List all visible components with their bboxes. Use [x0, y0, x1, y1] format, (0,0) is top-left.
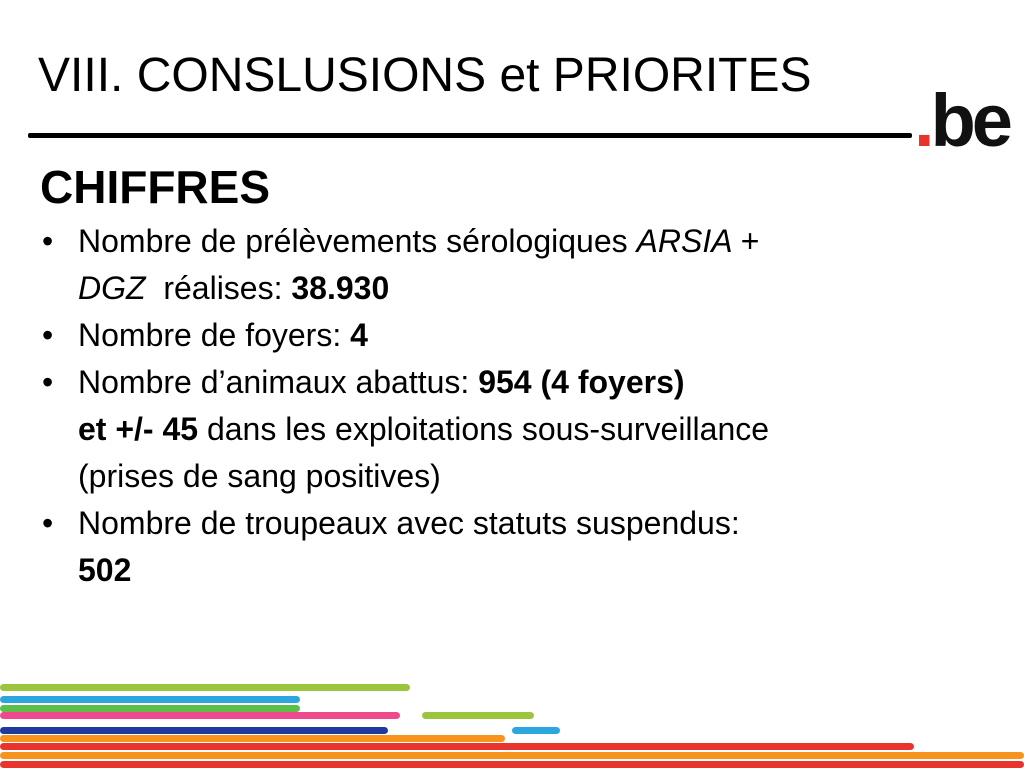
bullet-marker: • [42, 223, 54, 259]
bullet-text: (prises de sang positives) [78, 458, 441, 494]
section-heading: CHIFFRES [40, 161, 270, 213]
bullet-line [78, 359, 960, 406]
stripe-light-green [0, 705, 300, 712]
bullet-item [40, 359, 960, 500]
bullet-text: dans les exploitations sous-surveillance [198, 411, 770, 447]
bullet-text: Nombre de foyers: [78, 317, 351, 353]
stripe-green-short [422, 712, 534, 719]
bullet-italic-text: DGZ [78, 270, 146, 306]
bullet-line [78, 500, 960, 547]
bullet-text: Nombre de prélèvements sérologiques [78, 223, 637, 259]
bullet-line [78, 406, 960, 453]
logo-text: be [930, 79, 1009, 162]
stripe-light-blue-short [512, 727, 560, 734]
stripe-red [0, 743, 914, 750]
bullet-marker: • [42, 364, 54, 400]
stripe-pink [0, 712, 400, 719]
stripe-blue [0, 727, 388, 734]
bullet-marker: • [42, 505, 54, 541]
bullet-marker: • [42, 317, 54, 353]
bullet-value: 502 [78, 552, 132, 588]
slide-title: VIII. CONSLUSIONS et PRIORITES [38, 49, 812, 102]
stripe-orange-bottom [0, 752, 1024, 759]
be-logo [914, 79, 1009, 162]
bullet-list [40, 218, 960, 594]
stripe-orange [0, 735, 505, 742]
bullet-item [40, 312, 960, 359]
bullet-item [40, 218, 960, 312]
bullet-text: Nombre d’animaux abattus: [78, 364, 479, 400]
bullet-text: Nombre de troupeaux avec statuts suspendus: [78, 505, 740, 541]
bullet-line [78, 218, 960, 265]
bullet-italic-text: ARSIA + [636, 223, 759, 259]
bullet-value: 4 [350, 317, 368, 353]
bullet-line [78, 453, 960, 500]
bullet-value: 38.930 [291, 270, 390, 306]
bullet-item [40, 500, 960, 594]
stripe-green [0, 684, 410, 691]
bullet-value: et +/- 45 [78, 411, 199, 447]
title-underline [28, 133, 912, 138]
bullet-text: réalises: [145, 270, 292, 306]
bullet-line [78, 265, 960, 312]
stripe-light-blue [0, 696, 300, 703]
logo-dot: . [914, 79, 931, 162]
bullet-line [78, 547, 960, 594]
bullet-line [78, 312, 960, 359]
stripe-red-bottom [0, 761, 1024, 768]
bullet-value: 954 (4 foyers) [478, 364, 685, 400]
